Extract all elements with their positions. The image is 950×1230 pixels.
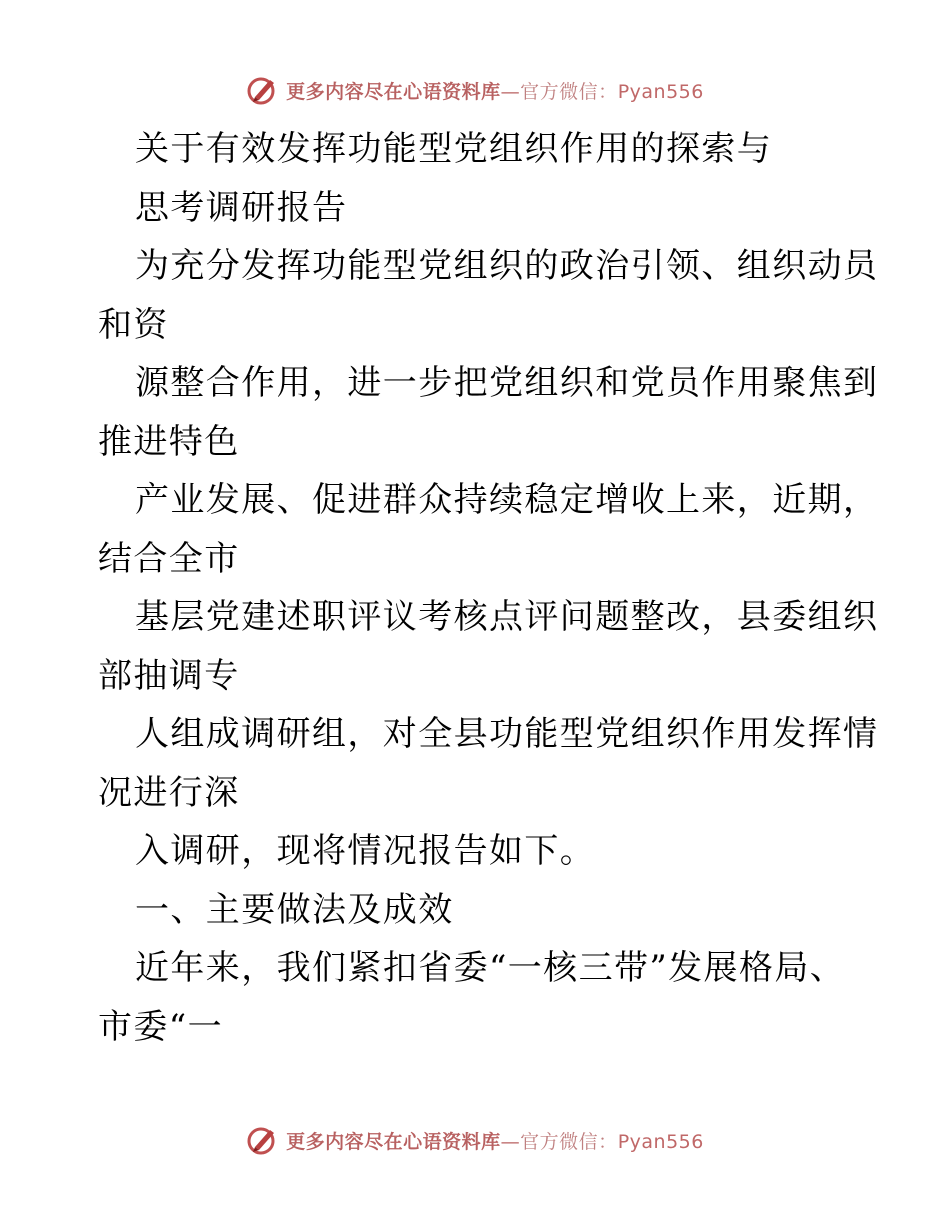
document-body [98,120,879,1056]
watermark-wechat-label: 官方微信： [520,1130,618,1153]
paragraph-line: 产业发展、促进群众持续稳定增收上来，近期， [135,480,879,520]
pen-logo-icon [246,1123,280,1157]
watermark-dash: — [500,80,521,103]
watermark-text [286,77,704,104]
paragraph-line: 入调研，现将情况报告如下。 [135,831,596,871]
section-heading: 一、主要做法及成效 [135,889,454,930]
paragraph-line: 基层党建述职评议考核点评问题整改，县委组织 [135,597,879,637]
watermark-wechat-id: Pyan556 [617,80,704,103]
doc-title-line-2: 思考调研报告 [135,187,348,228]
doc-title-line-1: 关于有效发挥功能型党组织作用的探索与 [135,129,773,169]
paragraph-line: 和资 [98,304,169,345]
paragraph-line: 况进行深 [98,772,240,813]
paragraph-line: 市委“一 [98,1006,223,1047]
paragraph-line: 部抽调专 [98,655,240,696]
paragraph-line: 源整合作用，进一步把党组织和党员作用聚焦到 [135,363,879,403]
footer-watermark [0,1120,950,1160]
paragraph-line: 结合全市 [98,538,240,579]
paragraph-line: 为充分发挥功能型党组织的政治引领、组织动员 [135,246,879,286]
watermark-site: 更多内容尽在心语资料库 [286,80,501,103]
watermark-text [286,1127,704,1154]
watermark-site: 更多内容尽在心语资料库 [286,1130,501,1153]
watermark-wechat-label: 官方微信： [520,80,618,103]
header-watermark [0,70,950,110]
paragraph-line: 推进特色 [98,421,240,462]
pen-logo-icon [246,73,280,107]
watermark-dash: — [500,1130,521,1153]
paragraph-line: 近年来，我们紧扣省委“一核三带”发展格局、 [135,948,846,988]
watermark-wechat-id: Pyan556 [617,1130,704,1153]
paragraph-line: 人组成调研组，对全县功能型党组织作用发挥情 [135,714,879,754]
